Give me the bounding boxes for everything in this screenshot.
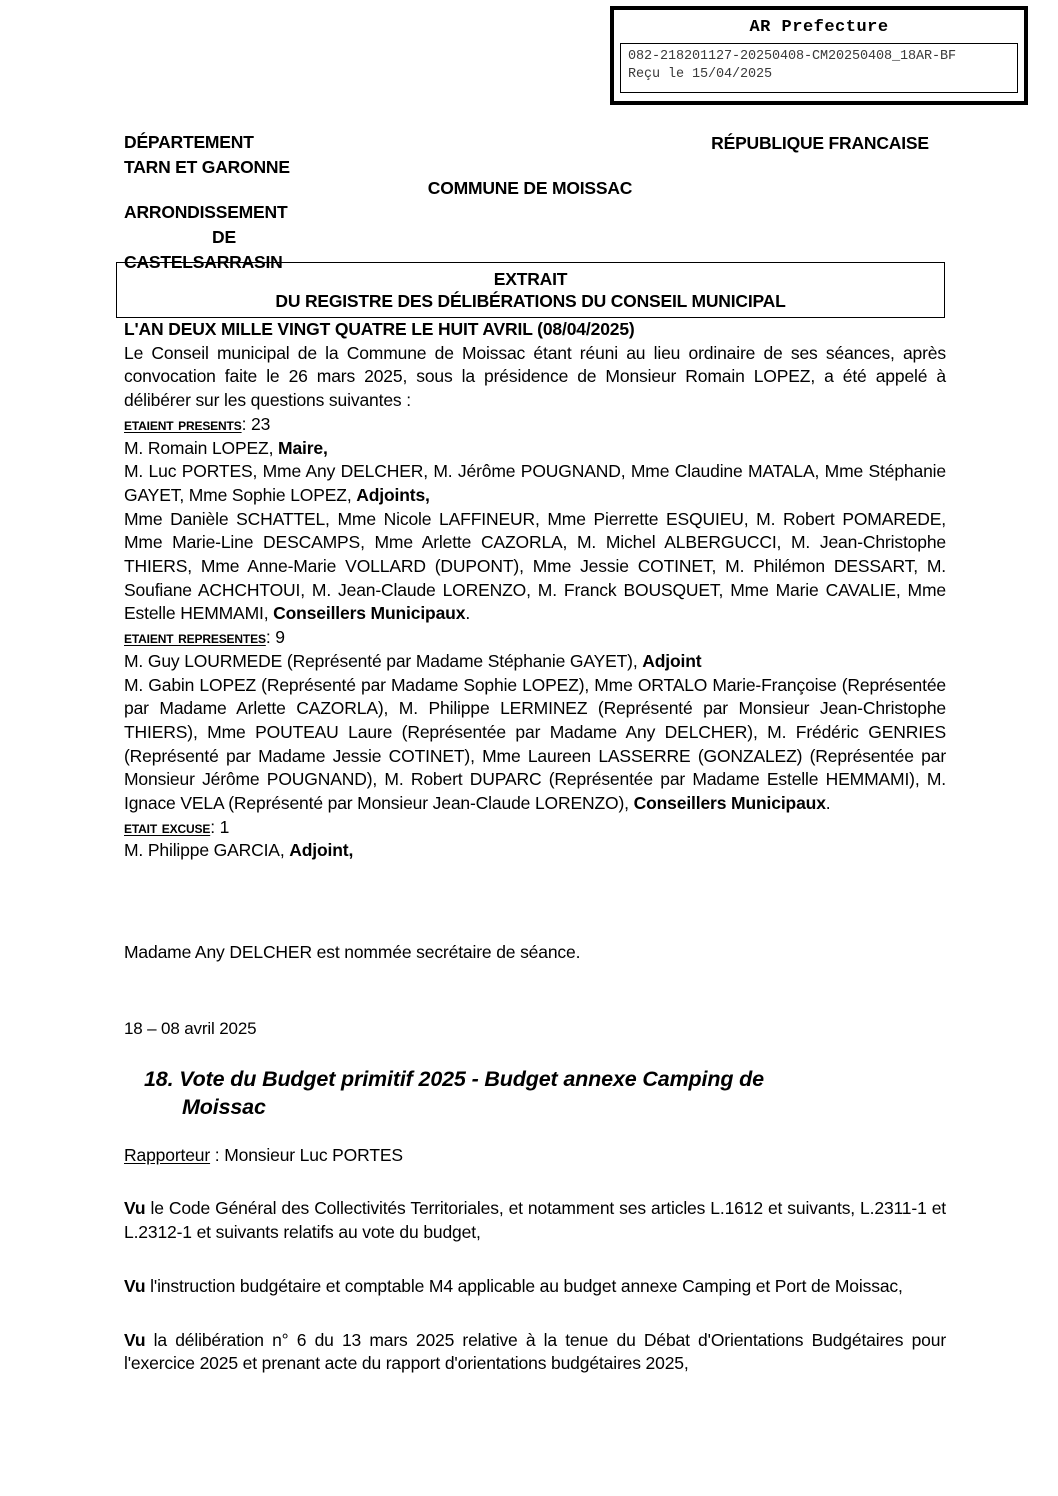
- ar-prefecture-received-date: Reçu le 15/04/2025: [628, 66, 773, 82]
- spacer-before-vu-2: [124, 1245, 946, 1275]
- department-name: TARN ET GARONNE: [124, 156, 290, 177]
- represented-heading: etaient representes: [124, 627, 266, 648]
- present-adjoints-names: M. Luc PORTES, Mme Any DELCHER, M. Jérôme POUGNAND, Mme Claudine MATALA, Mme Stéphanie GAYET, Mme Sophie LOPEZ,: [124, 461, 946, 505]
- present-conseillers-names: Mme Danièle SCHATTEL, Mme Nicole LAFFINEUR, Mme Pierrette ESQUIEU, M. Robert POMAREDE, Mme Marie-Line DESCAMPS, Mme Arlette CAZORLA, M. Michel ALBERGUCCI, M. Jean-Christophe THIERS, Mme Anne-Marie VOLLARD (DUPONT), Mme Jessie COTINET, M. Philémon DESSART, M. Soufiane ACHCHTOUI, M. Jean-Claude LORENZO, M. Franck BOUSQUET, Mme Marie CAVALIE, Mme Estelle HEMMAMI,: [124, 508, 946, 624]
- present-conseillers-period: .: [465, 603, 471, 624]
- present-maire-role: Maire,: [278, 437, 328, 458]
- rapporteur-label: Rapporteur: [124, 1144, 211, 1165]
- represented-conseillers-names: M. Gabin LOPEZ (Représenté par Madame Sophie LOPEZ), Mme ORTALO Marie-Françoise (Représentée par Madame Arlette CAZORLA), M. Philippe LERMINEZ (Représenté par Monsieur Jean-Christophe THIERS), Mme POUTEAU Laure (Représentée par Madame Any DELCHER), M. Frédéric GENRIES (Représenté par Madame Jessie COTINET), Mme Laureen LASSERRE (GONZALEZ) (Représentée par Monsieur Jérôme POUGNAND), M. Robert DUPARC (Représentée par Madame Estelle HEMMAMI), M. Ignace VELA (Représenté par Monsieur Jean-Claude LORENZO),: [124, 674, 946, 814]
- extrait-title-box: [116, 262, 945, 318]
- secretary-line: Madame Any DELCHER est nommée secrétaire de séance.: [124, 942, 581, 963]
- present-maire-name: M. Romain LOPEZ,: [124, 437, 279, 458]
- republic-label: RÉPUBLIQUE FRANCAISE: [711, 133, 929, 153]
- represented-count: : 9: [265, 627, 285, 648]
- vu-clause-1: [124, 1197, 946, 1244]
- spacer-before-deliberation: [124, 965, 946, 1017]
- arrondissement-name: CASTELSARRASIN: [124, 251, 283, 272]
- excused-person-name: M. Philippe GARCIA,: [124, 840, 290, 861]
- present-count: : 23: [241, 413, 271, 434]
- ar-prefecture-title: AR Prefecture: [749, 18, 889, 37]
- ar-prefecture-reference: 082-218201127-20250408-CM20250408_18AR-BF: [628, 49, 957, 64]
- excused-heading-line: [124, 816, 946, 840]
- session-convocation-paragraph: Le Conseil municipal de la Commune de Moissac étant réuni au lieu ordinaire de ses séances, après convocation faite le 26 mars 2025, sous la présidence de Monsieur Romain LOPEZ, a été appelé à délibérer sur les questions suivantes :: [124, 342, 946, 411]
- deliberation-title-line-2: Moissac: [182, 1094, 266, 1119]
- spacer-before-title: [124, 1040, 946, 1066]
- rapporteur-line: [124, 1144, 946, 1168]
- extrait-line-2: DU REGISTRE DES DÉLIBÉRATIONS DU CONSEIL MUNICIPAL: [275, 291, 786, 312]
- arrondissement-label: ARRONDISSEMENT: [124, 202, 288, 222]
- excused-heading: etait excuse: [124, 816, 211, 837]
- excused-person-role: Adjoint,: [289, 840, 354, 861]
- vu-text-3: la délibération n° 6 du 13 mars 2025 relative à la tenue du Débat d'Orientations Budgétaires pour l'exercice 2025 et prenant acte du rapport d'orientations budgétaires 2025,: [124, 1329, 946, 1374]
- deliberation-number-date: 18 – 08 avril 2025: [124, 1018, 257, 1038]
- excused-person-line: [124, 839, 946, 863]
- spacer-before-vu-1: [124, 1167, 946, 1197]
- represented-heading-line: [124, 626, 946, 650]
- excused-count: : 1: [210, 816, 230, 837]
- vu-clause-2: [124, 1275, 946, 1299]
- represented-conseillers-paragraph: [124, 674, 946, 816]
- present-maire-line: [124, 437, 946, 461]
- present-heading: etaient presents: [124, 413, 242, 434]
- spacer-before-secretary: [124, 863, 946, 941]
- vu-text-1: le Code Général des Collectivités Territoriales, et notamment ses articles L.1612 et suivants, L.2311-1 et L.2312-1 et suivants relatifs au vote du budget,: [124, 1198, 946, 1243]
- rapporteur-value: : Monsieur Luc PORTES: [210, 1144, 403, 1165]
- spacer-before-rapporteur: [124, 1122, 946, 1144]
- represented-adjoint-name: M. Guy LOURMEDE (Représenté par Madame Stéphanie GAYET),: [124, 650, 643, 671]
- present-adjoints-role: Adjoints,: [356, 484, 430, 505]
- present-heading-line: [124, 413, 946, 437]
- present-conseillers-role: Conseillers Municipaux: [273, 603, 466, 624]
- extrait-line-1: EXTRAIT: [493, 269, 568, 289]
- ar-prefecture-details: [620, 43, 1018, 93]
- deliberation-title: [124, 1066, 946, 1122]
- commune-label: COMMUNE DE MOISSAC: [427, 178, 633, 198]
- vu-prefix-3: Vu: [124, 1329, 146, 1350]
- present-adjoints-line: [124, 460, 946, 507]
- represented-adjoint-line: [124, 650, 946, 674]
- arrondissement-de: DE: [212, 226, 236, 247]
- department-block: [124, 130, 290, 180]
- department-label: DÉPARTEMENT: [124, 132, 254, 152]
- ar-prefecture-stamp: [610, 6, 1028, 105]
- vu-clause-3: [124, 1329, 946, 1376]
- present-conseillers-paragraph: [124, 508, 946, 627]
- document-body: [124, 318, 946, 1376]
- represented-conseillers-period: .: [825, 793, 831, 814]
- represented-adjoint-role: Adjoint: [642, 650, 702, 671]
- deliberation-title-line-1: 18. Vote du Budget primitif 2025 - Budget annexe Camping de: [144, 1066, 764, 1091]
- vu-prefix-1: Vu: [124, 1198, 146, 1219]
- vu-prefix-2: Vu: [124, 1275, 146, 1296]
- vu-text-2: l'instruction budgétaire et comptable M4 applicable au budget annexe Camping et Port de Moissac,: [145, 1275, 903, 1296]
- represented-conseillers-role: Conseillers Municipaux: [633, 793, 826, 814]
- session-date-heading: L'AN DEUX MILLE VINGT QUATRE LE HUIT AVRIL (08/04/2025): [124, 319, 635, 339]
- spacer-before-vu-3: [124, 1299, 946, 1329]
